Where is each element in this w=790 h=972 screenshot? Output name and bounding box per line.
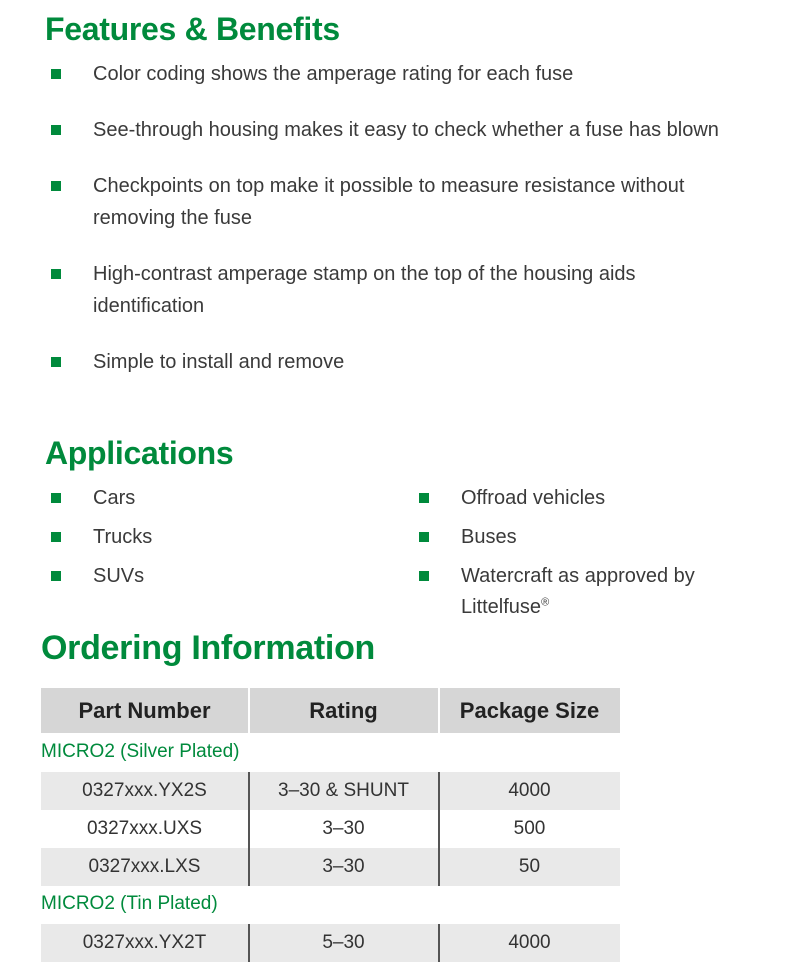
table-row [41,848,620,886]
feature-text: High-contrast amperage stamp on the top of the housing aids [93,263,636,285]
ordering-title: Ordering Information [41,629,376,667]
application-item: Offroad vehicles [461,487,606,509]
rating-cell: 3–30 & SHUNT [278,780,409,801]
rating-cell: 3–30 [322,818,365,839]
applications-title: Applications [45,435,234,471]
bullet-square-icon [51,532,61,542]
bullet-square-icon [51,69,61,79]
features-title: Features & Benefits [45,11,340,47]
column-header-package-size: Package Size [459,698,600,723]
feature-text: Simple to install and remove [93,351,345,373]
application-item: Cars [93,487,136,509]
header-divider [438,688,440,733]
registered-mark: ® [541,596,550,609]
rating-cell: 5–30 [322,932,365,953]
application-item-continuation [461,592,549,623]
column-divider [438,772,440,886]
feature-text: removing the fuse [93,207,252,229]
column-divider [248,772,250,886]
rating-cell: 3–30 [322,856,365,877]
application-item: SUVs [93,565,145,587]
bullet-square-icon [51,493,61,503]
column-divider [438,924,440,962]
feature-text: Color coding shows the amperage rating for each fuse [93,63,574,85]
bullet-square-icon [419,532,429,542]
package-size-cell: 4000 [508,780,551,801]
feature-text: See-through housing makes it easy to check whether a fuse has blown [93,119,719,141]
part-number-cell: 0327xxx.LXS [88,856,201,877]
bullet-square-icon [51,269,61,279]
bullet-square-icon [51,571,61,581]
table-header [41,688,620,733]
application-item: Watercraft as approved by [461,565,695,587]
application-item: Trucks [93,526,153,548]
bullet-square-icon [51,357,61,367]
bullet-square-icon [419,571,429,581]
package-size-cell: 4000 [508,932,551,953]
table-row [41,810,620,848]
group-label: MICRO2 (Silver Plated) [41,741,240,762]
package-size-cell: 500 [513,818,546,839]
column-divider [248,924,250,962]
application-item: Buses [461,526,517,548]
header-divider [248,688,250,733]
feature-text: Checkpoints on top make it possible to measure resistance without [93,175,685,197]
column-header-part-number: Part Number [78,698,211,723]
part-number-cell: 0327xxx.YX2T [82,932,207,953]
brand-name: Littelfuse [461,596,542,618]
part-number-cell: 0327xxx.YX2S [82,780,207,801]
bullet-square-icon [51,181,61,191]
feature-text: identification [93,295,205,317]
group-label: MICRO2 (Tin Plated) [41,893,218,914]
package-size-cell: 50 [518,856,541,877]
part-number-cell: 0327xxx.UXS [86,818,203,839]
table-row [41,772,620,810]
table-row [41,924,620,962]
bullet-square-icon [51,125,61,135]
column-header-rating: Rating [309,698,378,723]
bullet-square-icon [419,493,429,503]
